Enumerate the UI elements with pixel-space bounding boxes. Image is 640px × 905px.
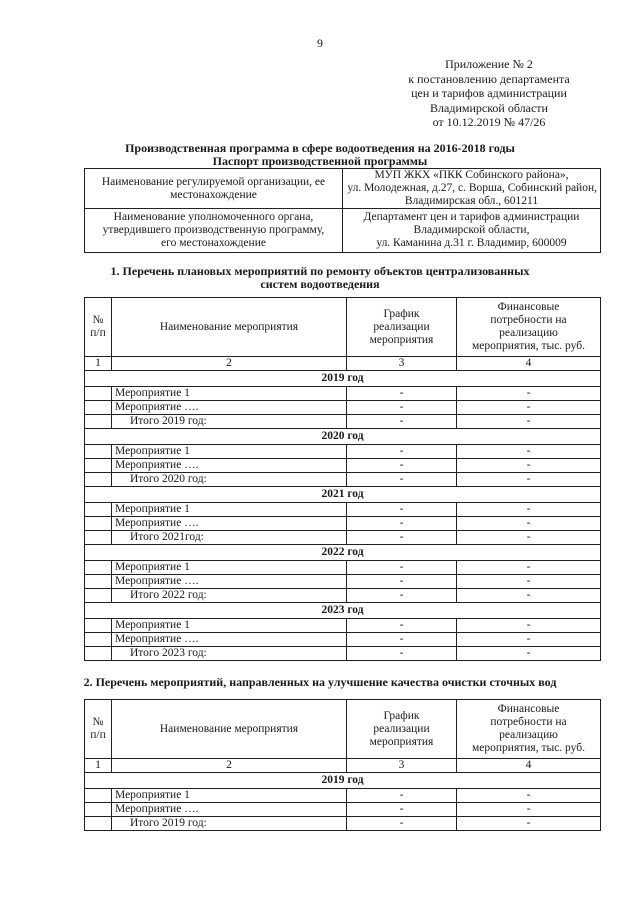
document-title [0,142,640,168]
year-row [85,371,601,387]
measure-name: Мероприятие 1 [112,561,347,575]
passport-value: МУП ЖКХ «ПКК Собинского района», ул. Молодежная, д.27, с. Ворша, Собинский район, Владимирская обл., 601211 [343,169,601,209]
row-number [85,387,112,401]
measure-schedule: - [347,503,457,517]
measure-finance: - [457,401,601,415]
year-row [85,603,601,619]
measure-finance: - [457,633,601,647]
year-label: 2020 год [85,429,601,445]
measure-schedule: - [347,387,457,401]
table-row [85,459,601,473]
column-number-row [85,357,601,371]
year-label: 2022 год [85,545,601,561]
total-finance: - [457,589,601,603]
passport-row [85,169,601,209]
measure-name: Мероприятие 1 [112,445,347,459]
total-row [85,473,601,487]
year-row [85,487,601,503]
column-number: 4 [457,759,601,773]
passport-table [84,168,601,253]
measure-name: Мероприятие …. [112,517,347,531]
total-row [85,817,601,831]
total-schedule: - [347,817,457,831]
appendix-line: цен и тарифов администрации [411,86,567,100]
passport-row [85,209,601,253]
measure-finance: - [457,445,601,459]
header-name: Наименование мероприятия [112,298,347,357]
total-label: Итого 2023 год: [112,647,347,661]
measure-finance: - [457,575,601,589]
treatment-measures-table [84,699,601,831]
table-row [85,445,601,459]
measure-name: Мероприятие 1 [112,619,347,633]
measure-finance: - [457,803,601,817]
row-number [85,517,112,531]
column-number: 1 [85,357,112,371]
column-number: 3 [347,759,457,773]
total-schedule: - [347,589,457,603]
total-finance: - [457,817,601,831]
measure-finance: - [457,789,601,803]
row-number [85,531,112,545]
measure-schedule: - [347,789,457,803]
row-number [85,817,112,831]
header-finance: Финансовые потребности на реализацию мероприятия, тыс. руб. [457,298,601,357]
appendix-line: к постановлению департамента [408,71,570,86]
passport-value: Департамент цен и тарифов администрации Владимирской области, ул. Каманина д.31 г. Владимир, 600009 [343,209,601,253]
year-label: 2021 год [85,487,601,503]
year-row [85,429,601,445]
total-row [85,415,601,429]
total-schedule: - [347,473,457,487]
table-row [85,633,601,647]
measure-finance: - [457,387,601,401]
year-row [85,773,601,789]
total-schedule: - [347,415,457,429]
table-row [85,803,601,817]
measure-finance: - [457,619,601,633]
measure-name: Мероприятие …. [112,575,347,589]
total-finance: - [457,415,601,429]
year-label: 2019 год [85,773,601,789]
measure-schedule: - [347,445,457,459]
header-number: № п/п [85,700,112,759]
total-label: Итого 2019 год: [112,817,347,831]
header-finance: Финансовые потребности на реализацию мероприятия, тыс. руб. [457,700,601,759]
measure-name: Мероприятие 1 [112,503,347,517]
table-row [85,387,601,401]
total-finance: - [457,473,601,487]
table-row [85,575,601,589]
measure-schedule: - [347,517,457,531]
year-label: 2023 год [85,603,601,619]
passport-label: Наименование регулируемой организации, ее местонахождение [85,169,343,209]
appendix-line: Владимирской области [430,100,548,115]
column-number: 4 [457,357,601,371]
row-number [85,445,112,459]
header-name: Наименование мероприятия [112,700,347,759]
row-number [85,415,112,429]
row-number [85,459,112,473]
row-number [85,401,112,415]
header-number: № п/п [85,298,112,357]
total-schedule: - [347,647,457,661]
table-row [85,619,601,633]
row-number [85,647,112,661]
measure-name: Мероприятие 1 [112,789,347,803]
row-number [85,789,112,803]
section1-title: 1. Перечень плановых мероприятий по ремонту объектов централизованных систем водоотведения [110,264,530,291]
row-number [85,803,112,817]
row-number [85,633,112,647]
row-number [85,473,112,487]
measure-name: Мероприятие …. [112,803,347,817]
appendix-line: Приложение № 2 [445,57,533,71]
table-row [85,517,601,531]
measure-finance: - [457,503,601,517]
column-number: 2 [112,357,347,371]
measure-name: Мероприятие 1 [112,387,347,401]
measure-schedule: - [347,633,457,647]
measure-finance: - [457,561,601,575]
total-row [85,647,601,661]
appendix-line: от 10.12.2019 № 47/26 [432,115,546,129]
repair-measures-table [84,297,601,661]
total-label: Итого 2019 год: [112,415,347,429]
row-number [85,503,112,517]
subtitle-line: Паспорт производственной программы [212,154,428,168]
measure-schedule: - [347,561,457,575]
table-row [85,503,601,517]
title-line: Производственная программа в сфере водоотведения на 2016-2018 годы [125,141,515,155]
year-row [85,545,601,561]
column-number: 1 [85,759,112,773]
row-number [85,589,112,603]
measure-schedule: - [347,459,457,473]
measure-name: Мероприятие …. [112,459,347,473]
section2-title: 2. Перечень мероприятий, направленных на улучшение качества очистки сточных вод [83,675,557,689]
column-number: 2 [112,759,347,773]
row-number [85,619,112,633]
total-row [85,531,601,545]
total-finance: - [457,647,601,661]
header-schedule: График реализации мероприятия [347,700,457,759]
row-number [85,575,112,589]
table-row [85,561,601,575]
measure-name: Мероприятие …. [112,401,347,415]
measure-finance: - [457,459,601,473]
appendix-block [394,57,584,130]
measure-schedule: - [347,619,457,633]
column-number: 3 [347,357,457,371]
table-row [85,401,601,415]
total-label: Итого 2020 год: [112,473,347,487]
total-label: Итого 2021год: [112,531,347,545]
total-schedule: - [347,531,457,545]
measure-name: Мероприятие …. [112,633,347,647]
measure-finance: - [457,517,601,531]
column-number-row [85,759,601,773]
table-header-row [85,298,601,357]
year-label: 2019 год [85,371,601,387]
row-number [85,561,112,575]
total-row [85,589,601,603]
total-finance: - [457,531,601,545]
table-header-row [85,700,601,759]
measure-schedule: - [347,401,457,415]
total-label: Итого 2022 год: [112,589,347,603]
measure-schedule: - [347,803,457,817]
passport-label: Наименование уполномоченного органа, утвердившего производственную программу, его местонахождение [85,209,343,253]
measure-schedule: - [347,575,457,589]
page-number: 9 [317,36,323,50]
header-schedule: График реализации мероприятия [347,298,457,357]
table-row [85,789,601,803]
